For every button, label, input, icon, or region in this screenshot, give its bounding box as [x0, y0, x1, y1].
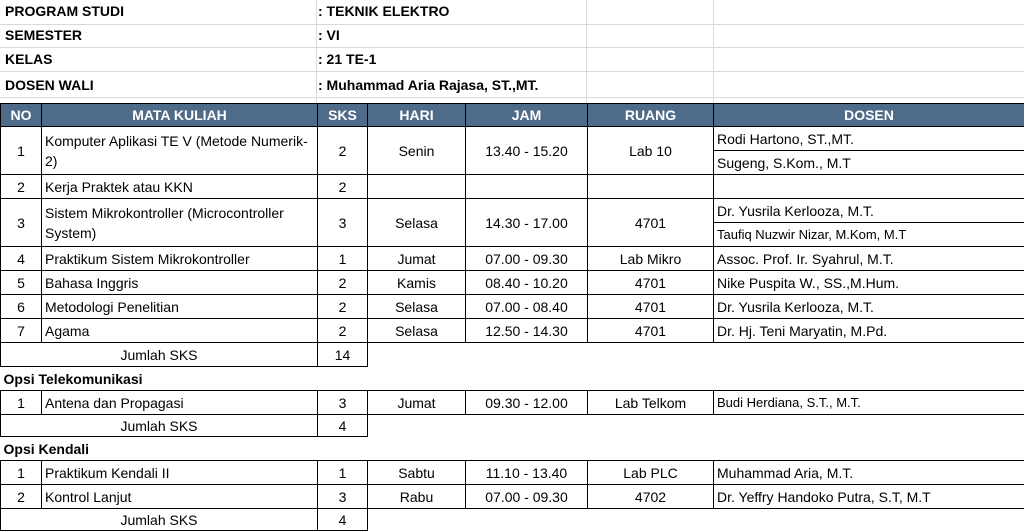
cell-jam: 13.40 - 15.20: [466, 127, 588, 175]
cell-hari: Selasa: [368, 295, 466, 319]
info-value: : 21 TE-1: [318, 51, 377, 67]
cell-no: 3: [1, 199, 42, 247]
total-row: [1, 415, 1024, 437]
gridline: [0, 47, 1024, 48]
cell-no: 7: [1, 319, 42, 343]
info-label: PROGRAM STUDI: [5, 3, 124, 19]
cell-no: 1: [1, 461, 42, 485]
cell-ruang: Lab PLC: [588, 461, 714, 485]
cell-dosen: [714, 175, 1024, 199]
cell-mata-kuliah: Praktikum Sistem Mikrokontroller: [42, 247, 318, 271]
cell-sks: 3: [318, 485, 368, 509]
info-value: : VI: [318, 27, 340, 43]
cell-dosen: Muhammad Aria, M.T.: [714, 461, 1024, 485]
cell-jam: [466, 175, 588, 199]
table-row: [1, 175, 1024, 199]
cell-sks: 3: [318, 199, 368, 247]
col-header-mata-kuliah: MATA KULIAH: [42, 104, 318, 127]
cell-mata-kuliah: Komputer Aplikasi TE V (Metode Numerik-2): [42, 127, 318, 175]
info-value: : Muhammad Aria Rajasa, ST.,MT.: [318, 77, 539, 93]
col-header-sks: SKS: [318, 104, 368, 127]
total-label: Jumlah SKS: [1, 415, 318, 437]
cell-dosen: Taufiq Nuzwir Nizar, M.Kom, M.T: [714, 223, 1024, 247]
gridline: [0, 97, 1024, 98]
cell-hari: Senin: [368, 127, 466, 175]
cell-jam: 09.30 - 12.00: [466, 391, 588, 415]
gridline: [0, 24, 1024, 25]
cell-dosen: Nike Puspita W., SS.,M.Hum.: [714, 271, 1024, 295]
table-row: [1, 295, 1024, 319]
table-row: [1, 271, 1024, 295]
col-header-dosen: DOSEN: [714, 104, 1024, 127]
section-title-row: [1, 437, 1024, 461]
section-title-telkom: Opsi Telekomunikasi: [3, 370, 143, 387]
cell-hari: [368, 175, 466, 199]
cell-no: 2: [1, 485, 42, 509]
info-label: KELAS: [5, 51, 53, 67]
info-label: SEMESTER: [5, 27, 83, 43]
cell-dosen: Rodi Hartono, ST.,MT.: [714, 127, 1024, 151]
cell-sks: 2: [318, 271, 368, 295]
cell-no: 1: [1, 127, 42, 175]
table-row: [1, 319, 1024, 343]
total-row: [1, 343, 1024, 367]
cell-dosen: Assoc. Prof. Ir. Syahrul, M.T.: [714, 247, 1024, 271]
info-label: DOSEN WALI: [5, 77, 94, 93]
cell-dosen: Sugeng, S.Kom., M.T: [714, 151, 1024, 175]
cell-ruang: 4701: [588, 295, 714, 319]
cell-dosen: Dr. Hj. Teni Maryatin, M.Pd.: [714, 319, 1024, 343]
cell-hari: Sabtu: [368, 461, 466, 485]
cell-no: 1: [1, 391, 42, 415]
section-title-row: [1, 367, 1024, 391]
cell-dosen: Dr. Yusrila Kerlooza, M.T.: [714, 199, 1024, 223]
cell-no: 5: [1, 271, 42, 295]
cell-ruang: 4702: [588, 485, 714, 509]
info-value: : TEKNIK ELEKTRO: [318, 3, 450, 19]
total-value: 4: [318, 509, 368, 531]
empty-cell: [368, 343, 1024, 367]
table-row: [1, 461, 1024, 485]
cell-mata-kuliah: Kerja Praktek atau KKN: [42, 175, 318, 199]
cell-mata-kuliah: Sistem Mikrokontroller (Microcontroller System): [42, 199, 318, 247]
cell-no: 2: [1, 175, 42, 199]
empty-cell: [368, 367, 1024, 391]
cell-hari: Rabu: [368, 485, 466, 509]
total-label: Jumlah SKS: [1, 343, 318, 367]
table-row: [1, 485, 1024, 509]
cell-ruang: Lab Telkom: [588, 391, 714, 415]
table-row: [1, 391, 1024, 415]
cell-no: 4: [1, 247, 42, 271]
cell-ruang: [588, 175, 714, 199]
cell-mata-kuliah: Kontrol Lanjut: [42, 485, 318, 509]
empty-cell: [368, 437, 1024, 461]
cell-sks: 2: [318, 295, 368, 319]
cell-mata-kuliah: Bahasa Inggris: [42, 271, 318, 295]
cell-mata-kuliah: Agama: [42, 319, 318, 343]
cell-jam: 07.00 - 09.30: [466, 247, 588, 271]
total-value: 14: [318, 343, 368, 367]
cell-jam: 12.50 - 14.30: [466, 319, 588, 343]
cell-sks: 2: [318, 127, 368, 175]
table-row: [1, 127, 1024, 151]
cell-jam: 08.40 - 10.20: [466, 271, 588, 295]
cell-mata-kuliah: Antena dan Propagasi: [42, 391, 318, 415]
cell-jam: 11.10 - 13.40: [466, 461, 588, 485]
cell-ruang: Lab Mikro: [588, 247, 714, 271]
cell-hari: Jumat: [368, 247, 466, 271]
cell-sks: 1: [318, 461, 368, 485]
cell-sks: 2: [318, 175, 368, 199]
cell-dosen: Budi Herdiana, S.T., M.T.: [714, 391, 1024, 415]
cell-jam: 07.00 - 08.40: [466, 295, 588, 319]
empty-cell: [368, 509, 1024, 531]
cell-sks: 3: [318, 391, 368, 415]
col-header-jam: JAM: [466, 104, 588, 127]
cell-sks: 1: [318, 247, 368, 271]
cell-sks: 2: [318, 319, 368, 343]
cell-ruang: 4701: [588, 199, 714, 247]
col-header-hari: HARI: [368, 104, 466, 127]
cell-dosen: Dr. Yusrila Kerlooza, M.T.: [714, 295, 1024, 319]
cell-hari: Kamis: [368, 271, 466, 295]
cell-mata-kuliah: Praktikum Kendali II: [42, 461, 318, 485]
cell-jam: 14.30 - 17.00: [466, 199, 588, 247]
empty-cell: [368, 415, 1024, 437]
gridline: [316, 0, 317, 103]
col-header-ruang: RUANG: [588, 104, 714, 127]
gridline: [713, 0, 714, 103]
section-title-kendali: Opsi Kendali: [3, 440, 90, 457]
total-value: 4: [318, 415, 368, 437]
gridline: [586, 0, 587, 103]
cell-no: 6: [1, 295, 42, 319]
cell-mata-kuliah: Metodologi Penelitian: [42, 295, 318, 319]
table-header-row: [1, 104, 1024, 127]
schedule-table: [0, 103, 1024, 531]
table-row: [1, 199, 1024, 223]
cell-ruang: 4701: [588, 319, 714, 343]
cell-hari: Selasa: [368, 199, 466, 247]
gridline: [0, 71, 1024, 72]
cell-hari: Jumat: [368, 391, 466, 415]
cell-ruang: Lab 10: [588, 127, 714, 175]
total-label: Jumlah SKS: [1, 509, 318, 531]
cell-ruang: 4701: [588, 271, 714, 295]
cell-dosen: Dr. Yeffry Handoko Putra, S.T, M.T: [714, 485, 1024, 509]
total-row: [1, 509, 1024, 531]
table-row: [1, 247, 1024, 271]
cell-jam: 07.00 - 09.30: [466, 485, 588, 509]
cell-hari: Selasa: [368, 319, 466, 343]
col-header-no: NO: [1, 104, 42, 127]
